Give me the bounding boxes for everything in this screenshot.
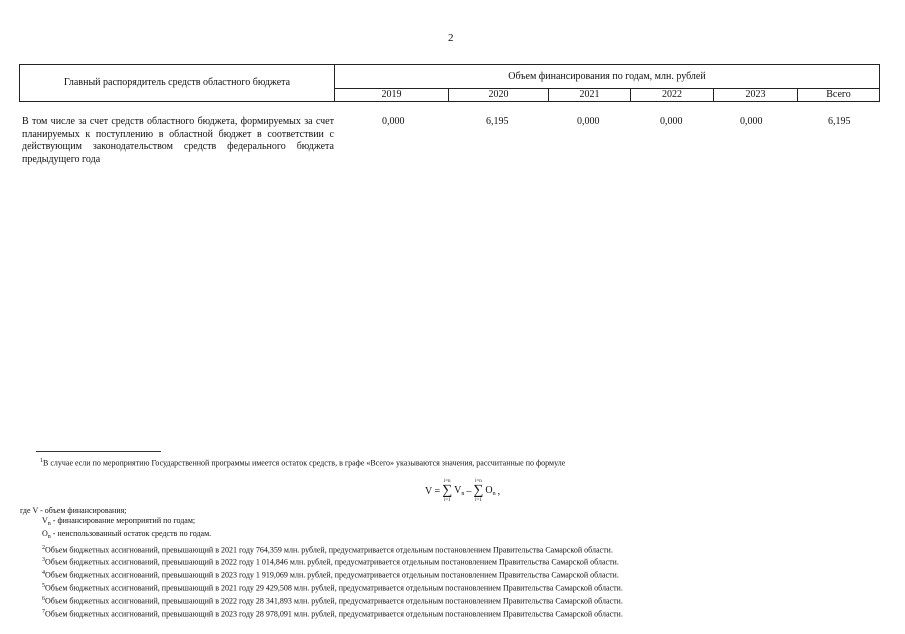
where-subscript: n [47,534,51,541]
where-symbol: V [42,516,48,526]
footnote-1 [40,458,565,468]
sum-upper-limit: i=n [443,479,451,484]
where-subscript: n [47,521,51,528]
year-total: Всего [798,88,880,101]
footnote-mark: 6 [42,596,45,603]
sigma-icon: ∑ [442,483,453,498]
where-line-1: где V - объем финансирования; [20,506,127,515]
year-2021: 2021 [549,88,631,101]
row-description: В том числе за счет средств областного бюджета, формируемых за счет планируемых к поступлению в областной бюджет в соответствии с действующим законодательством средств федерального бюджета предыдущего года [22,116,334,165]
value-total: 6,195 [828,116,851,127]
sum-lower-limit: i=1 [443,498,451,503]
footnote-text: Объем бюджетных ассигнований, превышающий в 2022 году 1 014,846 млн. рублей, предусматривается отдельным постановлением Правительства Самарской области. [45,558,619,568]
header-volume: Объем финансирования по годам, млн. рублей [335,65,880,89]
footnote-5 [20,581,623,594]
formula-tail: , [497,485,501,497]
footnote-mark: 1 [40,458,43,464]
footnote-2 [20,543,623,556]
header-owner: Главный распорядитель средств областного бюджета [20,65,335,102]
footnote-7 [20,607,623,620]
footnote-text: Объем бюджетных ассигнований, превышающий в 2022 году 28 341,893 млн. рублей, предусматривается отдельным постановлением Правительства Самарской области. [45,596,623,606]
budget-table [19,64,880,102]
table-header-row [20,65,880,89]
footnote-text: В случае если по мероприятию Государственной программы имеется остаток средств, в графе «Всего» указываются значения, рассчитанные по формуле [43,458,566,468]
formula [425,478,500,504]
value-2021: 0,000 [577,116,600,127]
value-2020: 6,195 [486,116,509,127]
year-2019: 2019 [335,88,449,101]
footnote-mark: 4 [42,570,45,577]
sum-sign-1 [442,478,452,504]
term-v-symbol: V [454,485,462,496]
footnote-text: Объем бюджетных ассигнований, превышающий в 2023 году 1 919,069 млн. рублей, предусматривается отдельным постановлением Правительства Самарской области. [45,570,619,580]
formula-term-o [485,485,495,497]
where-text: - неиспользованный остаток средств по годам. [50,529,212,539]
year-2020: 2020 [449,88,549,101]
footnote-mark: 7 [42,608,45,615]
where-symbol: O [42,529,48,539]
term-v-subscript: n [461,491,465,497]
footnote-text: Объем бюджетных ассигнований, превышающий в 2021 году 29 429,508 млн. рублей, предусматривается отдельным постановлением Правительства Самарской области. [45,583,623,593]
sum-sign-2 [473,478,483,504]
where-line-3 [20,529,623,542]
year-2022: 2022 [631,88,714,101]
footnote-mark: 2 [42,544,45,551]
footnote-text: Объем бюджетных ассигнований, превышающий в 2023 году 28 978,091 млн. рублей, предусматривается отдельным постановлением Правительства Самарской области. [45,609,623,619]
footnote-4 [20,568,623,581]
footnote-6 [20,594,623,607]
formula-lhs: V = [425,485,441,497]
footnote-3 [20,555,623,568]
where-line-2 [20,516,623,529]
where-text: - финансирование мероприятий по годам; [50,516,196,526]
term-o-subscript: n [492,491,496,497]
sum-upper-limit: i=n [475,479,482,484]
footnote-text: Объем бюджетных ассигнований, превышающий в 2021 году 764,359 млн. рублей, предусматривается отдельным постановлением Правительства Самарской области. [45,545,613,555]
formula-term-v [454,485,464,497]
footnote-mark: 3 [42,557,45,564]
year-2023: 2023 [714,88,798,101]
page-number: 2 [448,32,454,44]
value-2023: 0,000 [740,116,763,127]
footnotes-block [20,506,623,620]
sum-lower-limit: i=1 [475,498,482,503]
formula-minus: – [466,485,472,497]
footnote-mark: 5 [42,583,45,590]
term-o-symbol: O [485,485,493,496]
sigma-icon: ∑ [473,483,484,498]
value-2019: 0,000 [382,116,405,127]
value-2022: 0,000 [660,116,683,127]
footnote-divider [36,451,161,452]
